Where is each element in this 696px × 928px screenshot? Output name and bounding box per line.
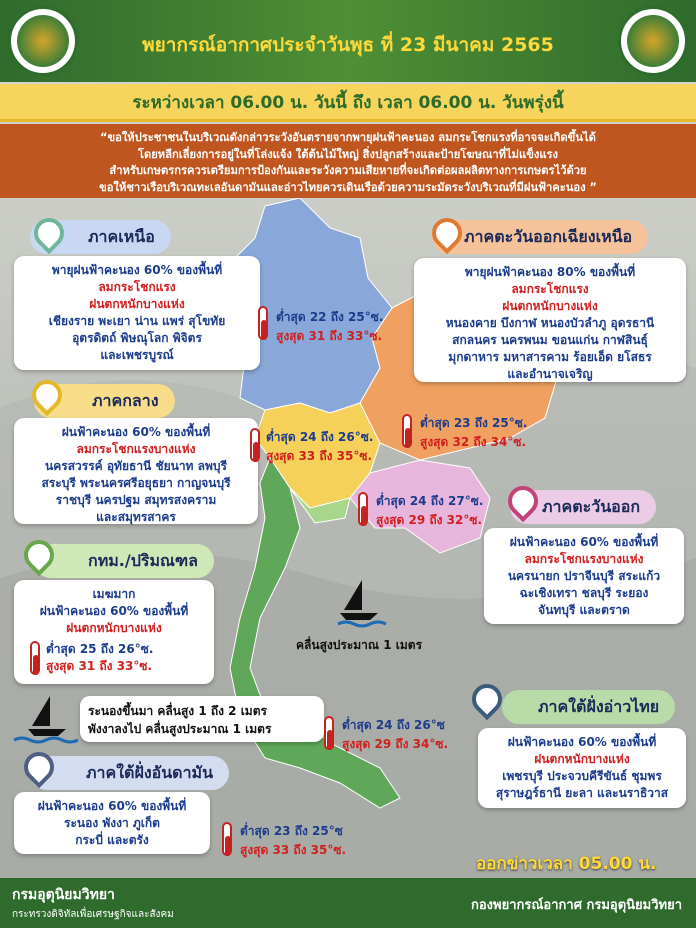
card-line: หนองคาย บึงกาฬ หนองบัวลำภู อุดรธานี — [445, 316, 655, 330]
temp-max: สูงสุด 32 ถึง 34°ซ. — [420, 435, 527, 449]
region-label-text: ภาคตะวันออก — [542, 497, 641, 516]
warning-line: “ขอให้ประชาชนในบริเวณดังกล่าวระวังอันตรายจากพายุฝนฟ้าคะนอง ลมกระโชกแรงที่อาจจะเกิดขึ้นได้ — [100, 131, 596, 144]
card-line: สกลนคร นครพนม ขอนแก่น กาฬสินธุ์ — [452, 333, 648, 347]
wave-line: ระนองขึ้นมา คลื่นสูง 1 ถึง 2 เมตร — [88, 704, 267, 718]
thermometer-icon — [358, 492, 368, 526]
card-line: สุราษฎร์ธานี ยะลา และนราธิวาส — [495, 786, 669, 800]
card-line: กระบี่ และตรัง — [75, 833, 149, 847]
temp-max: สูงสุด 33 ถึง 35°ซ. — [266, 449, 373, 463]
temperature-south-gulf — [342, 716, 448, 754]
temp-max: สูงสุด 33 ถึง 35°ซ. — [240, 843, 347, 857]
temp-max: สูงสุด 29 ถึง 32°ซ. — [376, 513, 483, 527]
card-line: ฉะเชิงเทรา ชลบุรี ระยอง — [519, 586, 649, 600]
temperature-north — [276, 308, 383, 346]
header-bar — [0, 0, 696, 82]
card-line: ลมกระโชกแรงบางแห่ง — [76, 442, 196, 456]
forecast-card-south-gulf — [478, 728, 686, 808]
card-line: ราชบุรี นครปฐม สมุทรสงคราม — [55, 493, 217, 507]
warning-line: สำหรับเกษตรกรควรเตรียมการป้องกันและระวังความเสียหายที่จะเกิดต่อผลผลิตทางการเกษตรไว้ด้วย — [109, 164, 587, 177]
temperature-bangkok — [22, 641, 206, 675]
card-line: ฝนฟ้าคะนอง 60% ของพื้นที่ — [507, 735, 657, 749]
footer-dept: กรมอุตุนิยมวิทยา — [12, 887, 115, 903]
forecast-card-south-andaman — [14, 792, 210, 854]
footer-division: กองพยากรณ์อากาศ กรมอุตุนิยมวิทยา — [470, 898, 682, 913]
thermometer-icon — [222, 822, 232, 856]
forecast-card-bangkok — [14, 580, 214, 684]
region-label-northeast — [432, 220, 648, 254]
warning-line: ขอให้ชาวเรือบริเวณทะเลอันดามันและอ่าวไทยควรเดินเรือด้วยความระมัดระวังบริเวณที่มีฝนฟ้าคะนอง ” — [99, 180, 597, 194]
card-line: ลมกระโชกแรงบางแห่ง — [524, 552, 644, 566]
region-label-text: ภาคใต้ฝั่งอ่าวไทย — [538, 697, 660, 716]
card-line: จันทบุรี และตราด — [538, 603, 630, 617]
footer-ministry: กระทรวงดิจิทัลเพื่อเศรษฐกิจและสังคม — [12, 909, 174, 920]
card-line: ฝนฟ้าคะนอง 60% ของพื้นที่ — [61, 425, 211, 439]
wave-box-andaman — [80, 696, 324, 742]
card-line: นครนายก ปราจีนบุรี สระแก้ว — [507, 569, 661, 583]
card-line: พายุฝนฟ้าคะนอง 60% ของพื้นที่ — [51, 263, 223, 277]
wave-line: พังงาลงไป คลื่นสูงประมาณ 1 เมตร — [88, 722, 272, 736]
card-line: ฝนฟ้าคะนอง 60% ของพื้นที่ — [37, 799, 187, 813]
temp-min: ต่ำสุด 25 ถึง 26°ซ. — [46, 642, 154, 656]
tmd-logo — [618, 6, 688, 76]
card-line: ฝนตกหนักบางแห่ง — [66, 621, 162, 635]
region-label-text: ภาคกลาง — [92, 391, 159, 410]
page-title: พยากรณ์อากาศประจำวันพุธ ที่ 23 มีนาคม 2565 — [142, 34, 554, 56]
temp-max: สูงสุด 29 ถึง 34°ซ. — [342, 737, 449, 751]
card-line: มุกดาหาร มหาสารคาม ร้อยเอ็ด ยโสธร — [448, 350, 652, 364]
card-line: สระบุรี พระนครศรีอยุธยา กาญจนบุรี — [41, 476, 231, 490]
temperature-south-andaman — [240, 822, 346, 860]
temperature-east — [376, 492, 483, 530]
temp-min: ต่ำสุด 23 ถึง 25°ซ — [240, 824, 343, 838]
card-line: ลมกระโชกแรง — [511, 282, 589, 296]
wave-height-gulf: คลื่นสูงประมาณ 1 เมตร — [296, 638, 423, 652]
thermometer-icon — [324, 716, 334, 750]
temp-max: สูงสุด 31 ถึง 33°ซ. — [276, 329, 383, 343]
temperature-central — [266, 428, 373, 466]
temp-min: ต่ำสุด 24 ถึง 26°ซ — [342, 718, 445, 732]
forecast-card-east — [484, 528, 684, 624]
warning-line: โดยหลีกเลี่ยงการอยู่ในที่โล่งแจ้ง ใต้ต้นไม้ใหญ่ สิ่งปลูกสร้างและป้ายโฆษณาที่ไม่แข็งแรง — [137, 147, 559, 161]
card-line: และเพชรบูรณ์ — [100, 348, 174, 362]
temp-min: ต่ำสุด 23 ถึง 25°ซ. — [420, 416, 528, 430]
temp-min: ต่ำสุด 22 ถึง 25°ซ. — [276, 310, 384, 324]
card-line: เพชรบุรี ประจวบคีรีขันธ์ ชุมพร — [502, 769, 662, 783]
card-line: ฝนตกหนักบางแห่ง — [89, 297, 185, 311]
warning-box — [0, 124, 696, 198]
thermometer-icon — [402, 414, 412, 448]
issue-time: ออกข่าวเวลา 05.00 น. — [476, 854, 657, 874]
card-line: ฝนฟ้าคะนอง 60% ของพื้นที่ — [509, 535, 659, 549]
time-range-text: ระหว่างเวลา 06.00 น. วันนี้ ถึง เวลา 06.00 น. วันพรุ่งนี้ — [132, 93, 564, 113]
card-line: ระนอง พังงา ภูเก็ต — [64, 816, 160, 830]
temp-max: สูงสุด 31 ถึง 33°ซ. — [46, 659, 153, 673]
thermometer-icon — [30, 641, 40, 675]
card-line: อุตรดิตถ์ พิษณุโลก พิจิตร — [72, 331, 202, 345]
card-line: นครสวรรค์ อุทัยธานี ชัยนาท ลพบุรี — [45, 459, 227, 473]
card-line: ลมกระโชกแรง — [98, 280, 176, 294]
forecast-card-northeast — [414, 258, 686, 382]
forecast-card-north — [14, 256, 260, 370]
card-line: ฝนตกหนักบางแห่ง — [502, 299, 598, 313]
temp-min: ต่ำสุด 24 ถึง 26°ซ. — [266, 430, 374, 444]
footer-bar — [0, 878, 696, 928]
region-label-south-andaman — [30, 756, 229, 790]
time-range-bar — [0, 84, 696, 122]
card-line: เมฆมาก — [92, 587, 136, 601]
region-label-text: ภาคเหนือ — [88, 227, 155, 246]
card-line: เชียงราย พะเยา น่าน แพร่ สุโขทัย — [48, 314, 226, 328]
card-line: ฝนฟ้าคะนอง 60% ของพื้นที่ — [39, 604, 189, 618]
card-line: พายุฝนฟ้าคะนอง 80% ของพื้นที่ — [464, 265, 636, 279]
thermometer-icon — [250, 428, 260, 462]
card-line: และอำนาจเจริญ — [507, 367, 593, 381]
ministry-logo — [8, 6, 78, 76]
temperature-northeast — [420, 414, 527, 452]
region-label-south-gulf — [502, 690, 675, 724]
region-label-text: ภาคตะวันออกเฉียงเหนือ — [464, 227, 633, 246]
region-label-text: ภาคใต้ฝั่งอันดามัน — [86, 763, 214, 782]
region-label-text: กทม./ปริมณฑล — [88, 551, 198, 570]
temp-min: ต่ำสุด 24 ถึง 27°ซ. — [376, 494, 484, 508]
thermometer-icon — [258, 306, 268, 340]
forecast-card-central — [14, 418, 258, 524]
card-line: ฝนตกหนักบางแห่ง — [534, 752, 630, 766]
card-line: และสมุทรสาคร — [96, 510, 176, 524]
region-label-bangkok — [34, 544, 214, 578]
